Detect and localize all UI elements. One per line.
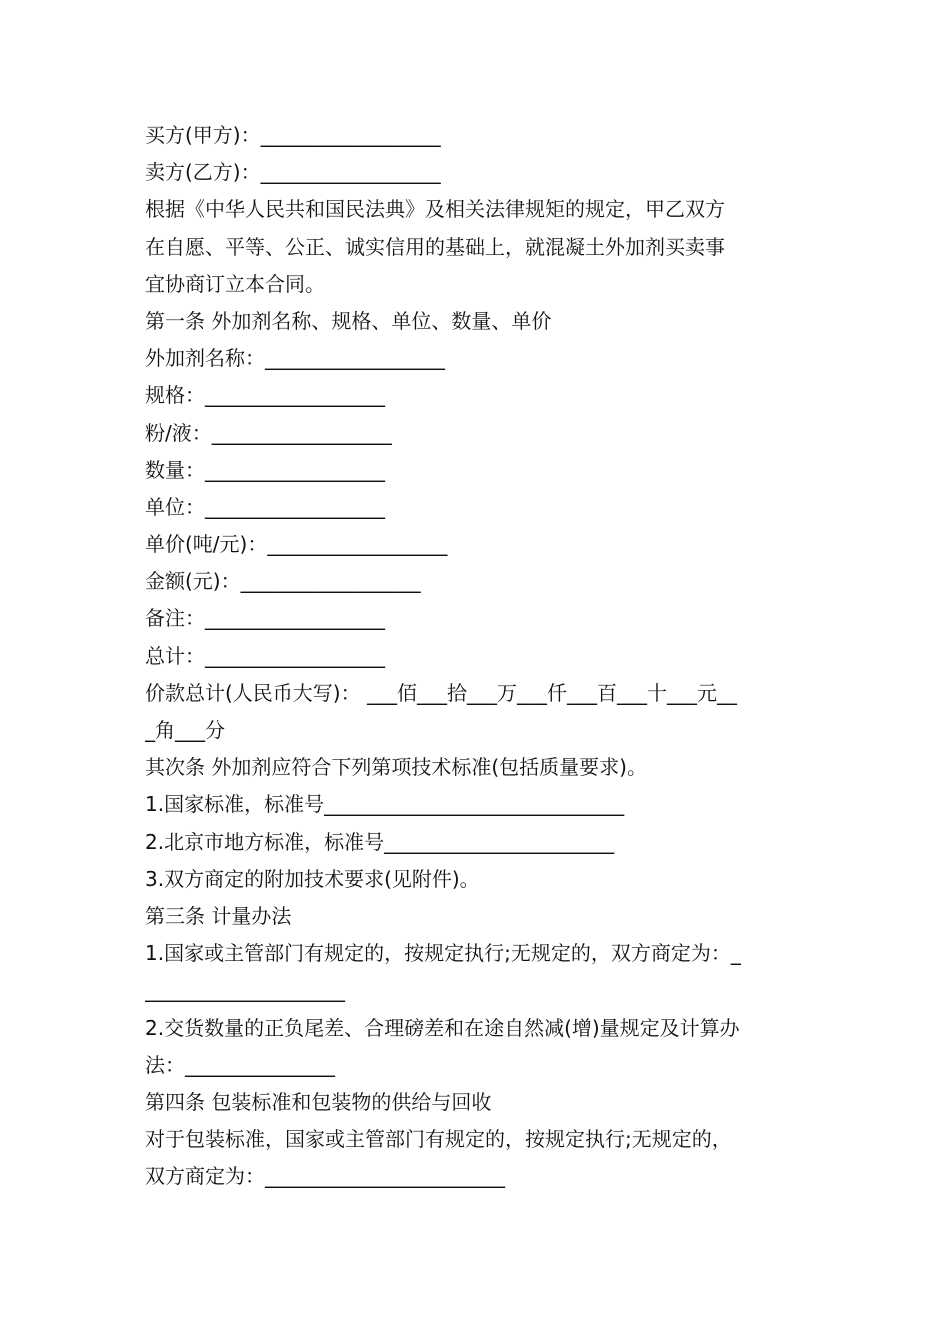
packaging-rule-line-2: 双方商定为：________________________ [145, 1164, 505, 1189]
total-price-line-1: 价款总计(人民币大写)： ___佰___拾___万___仟___百___十___元__ [145, 680, 737, 705]
seller-line: 卖方(乙方)：__________________ [145, 160, 441, 185]
national-standard-line: 1.国家标准，标准号______________________________ [145, 792, 625, 817]
spec-field: 规格：__________________ [145, 383, 385, 408]
tolerance-rule-line-1: 2.交货数量的正负尾差、合理磅差和在途自然减(增)量规定及计算办 [145, 1015, 740, 1040]
additive-name-field: 外加剂名称：__________________ [145, 346, 445, 371]
unit-field: 单位：__________________ [145, 494, 385, 519]
measurement-rule-line-2: ____________________ [145, 978, 345, 1003]
preamble-line-3: 宜协商订立本合同。 [145, 271, 325, 296]
quantity-field: 数量：__________________ [145, 457, 385, 482]
total-field: 总计：__________________ [145, 643, 385, 668]
additional-requirements-line: 3.双方商定的附加技术要求(见附件)。 [145, 866, 480, 891]
beijing-standard-line: 2.北京市地方标准，标准号_______________________ [145, 829, 615, 854]
unit-price-field: 单价(吨/元)：__________________ [145, 532, 448, 557]
preamble-line-2: 在自愿、平等、公正、诚实信用的基础上，就混凝土外加剂买卖事 [145, 234, 725, 259]
tolerance-rule-line-2: 法：_______________ [145, 1052, 335, 1077]
article-1-heading: 第一条 外加剂名称、规格、单位、数量、单价 [145, 308, 552, 333]
contract-body [145, 117, 815, 1195]
article-4-heading: 第四条 包装标准和包装物的供给与回收 [145, 1089, 492, 1114]
preamble-line-1: 根据《中华人民共和国民法典》及相关法律规矩的规定，甲乙双方 [145, 197, 725, 222]
measurement-rule-line-1: 1.国家或主管部门有规定的，按规定执行;无规定的，双方商定为：_ [145, 941, 741, 966]
article-2-heading: 其次条 外加剂应符合下列第项技术标准(包括质量要求)。 [145, 755, 647, 780]
powder-liquid-field: 粉/液：__________________ [145, 420, 392, 445]
amount-field: 金额(元)：__________________ [145, 569, 421, 594]
article-3-heading: 第三条 计量办法 [145, 903, 292, 928]
packaging-rule-line-1: 对于包装标准，国家或主管部门有规定的，按规定执行;无规定的， [145, 1127, 732, 1152]
remarks-field: 备注：__________________ [145, 606, 385, 631]
buyer-line: 买方(甲方)：__________________ [145, 123, 441, 147]
total-price-line-2: _角___分 [145, 718, 225, 742]
